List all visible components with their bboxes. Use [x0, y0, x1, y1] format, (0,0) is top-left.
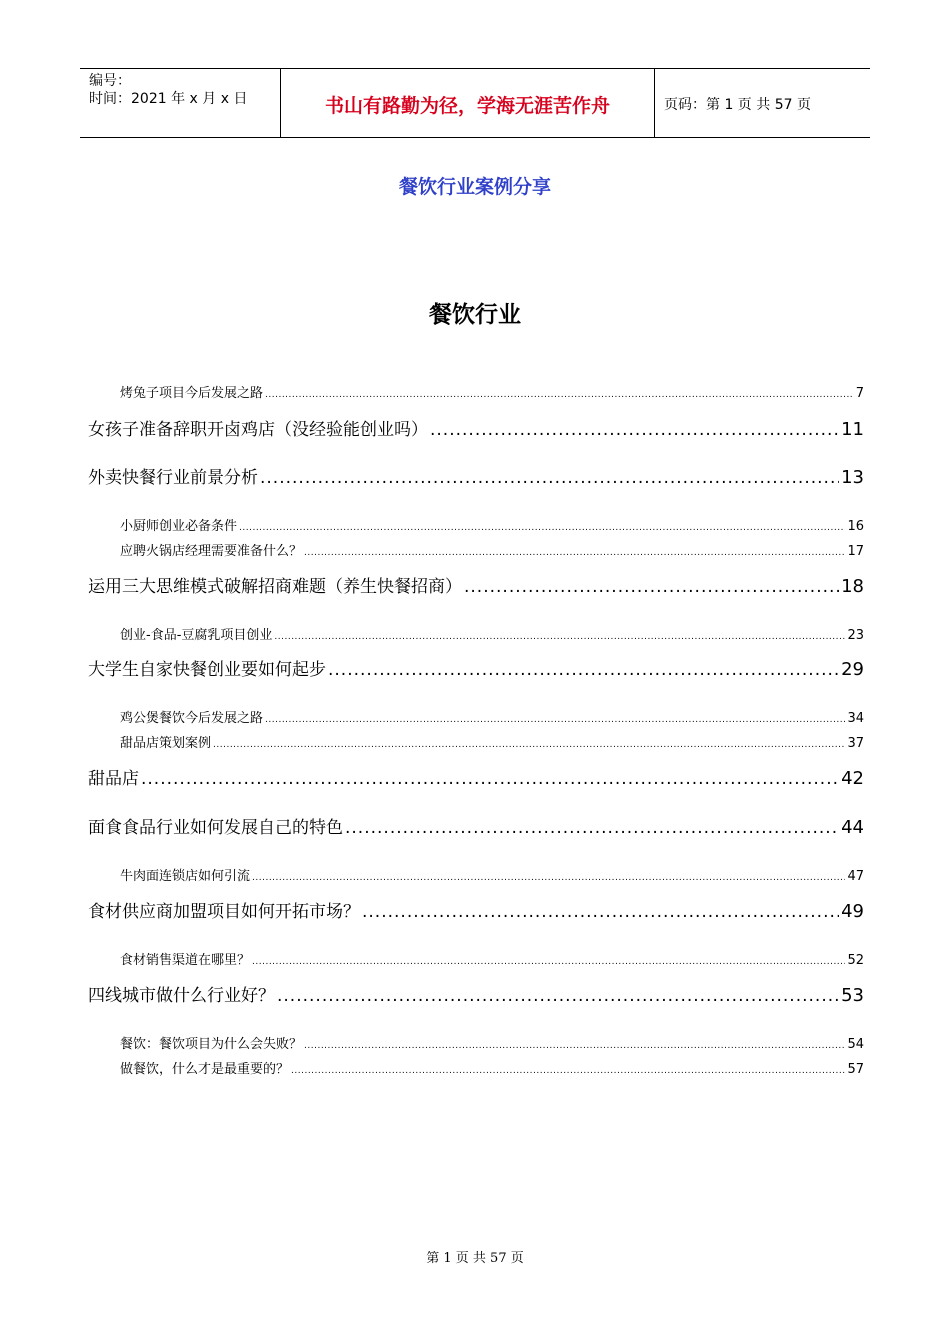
toc-entry-text: 食材销售渠道在哪里？	[120, 953, 251, 968]
toc-leader-dots	[274, 628, 845, 646]
toc-entry[interactable]	[120, 1036, 864, 1055]
toc-entry-page: 37	[847, 736, 864, 751]
header-meta-cell	[80, 69, 281, 137]
toc-leader-dots	[239, 519, 845, 537]
toc-leader-dots	[291, 1062, 845, 1080]
toc-entry[interactable]	[88, 466, 864, 490]
toc-entry-text: 甜品店	[88, 769, 139, 789]
toc-leader-dots	[260, 466, 839, 490]
toc-entry-text: 餐饮：餐饮项目为什么会失败？	[120, 1037, 303, 1052]
toc-entry-page: 18	[841, 576, 864, 597]
toc-leader-dots	[304, 1037, 845, 1055]
toc-entry-text: 小厨师创业必备条件	[120, 519, 238, 534]
toc-title: 餐饮行业	[429, 302, 521, 328]
document-title: 餐饮行业案例分享	[398, 176, 551, 198]
toc-entry[interactable]	[120, 518, 864, 537]
toc-entry[interactable]	[88, 575, 864, 599]
toc-entry-text: 面食食品行业如何发展自己的特色	[88, 818, 343, 838]
toc-entry[interactable]	[88, 900, 864, 924]
toc-entry-page: 42	[841, 768, 864, 789]
toc-entry-page: 49	[841, 901, 864, 922]
toc-entry-page: 13	[841, 467, 864, 488]
toc-entry-page: 29	[841, 659, 864, 680]
toc-leader-dots	[141, 767, 839, 791]
toc-entry-text: 牛肉面连锁店如何引流	[120, 869, 251, 884]
toc-entry-page: 57	[847, 1062, 864, 1077]
toc-leader-dots	[464, 575, 839, 599]
toc-entry-text: 运用三大思维模式破解招商难题（养生快餐招商）	[88, 577, 462, 597]
toc-entry-text: 四线城市做什么行业好？	[88, 986, 275, 1006]
toc-leader-dots	[265, 386, 854, 404]
toc-leader-dots	[328, 658, 839, 682]
toc-entry[interactable]	[120, 385, 864, 404]
header-table	[80, 68, 870, 138]
page-footer: 第 1 页 共 57 页	[426, 1251, 524, 1266]
toc-entry-page: 44	[841, 817, 864, 838]
toc-entry[interactable]	[120, 627, 864, 646]
toc-entry-page: 16	[847, 519, 864, 534]
toc-entry-text: 大学生自家快餐创业要如何起步	[88, 660, 326, 680]
toc-entry-text: 创业-食品-豆腐乳项目创业	[120, 628, 273, 643]
toc-entry[interactable]	[120, 868, 864, 887]
toc-entry-page: 53	[841, 985, 864, 1006]
toc-entry-text: 鸡公煲餐饮今后发展之路	[120, 711, 264, 726]
toc-entry-page: 23	[847, 628, 864, 643]
toc-entry[interactable]	[88, 658, 864, 682]
toc-entry-text: 做餐饮，什么才是最重要的？	[120, 1062, 290, 1077]
toc-entry[interactable]	[88, 418, 864, 442]
toc-entry-text: 女孩子准备辞职开卤鸡店（没经验能创业吗）	[88, 420, 428, 440]
toc-entry[interactable]	[120, 1061, 864, 1080]
toc-entry-page: 17	[847, 544, 864, 559]
header-page-info: 页码：第 1 页 共 57 页	[664, 97, 811, 113]
toc-entry-text: 烤兔子项目今后发展之路	[120, 386, 264, 401]
toc-entry[interactable]	[88, 767, 864, 791]
toc-leader-dots	[430, 418, 839, 442]
toc-entry-page: 54	[847, 1037, 864, 1052]
toc-entry-page: 47	[847, 869, 864, 884]
toc-entry-text: 食材供应商加盟项目如何开拓市场？	[88, 902, 360, 922]
toc-leader-dots	[252, 953, 845, 971]
toc-entry-page: 52	[847, 953, 864, 968]
header-motto: 书山有路勤为径，学海无涯苦作舟	[281, 69, 655, 137]
toc-entry-page: 7	[855, 386, 864, 401]
document-time-label: 时间：2021 年 x 月 x 日	[89, 91, 248, 107]
toc-entry[interactable]	[120, 735, 864, 754]
document-number-label: 编号：	[89, 73, 131, 89]
toc-leader-dots	[252, 869, 845, 887]
toc-entry-text: 甜品店策划案例	[120, 736, 212, 751]
toc-entry[interactable]	[120, 543, 864, 562]
toc-entry[interactable]	[88, 984, 864, 1008]
toc-leader-dots	[277, 984, 839, 1008]
toc-entry-text: 应聘火锅店经理需要准备什么？	[120, 544, 303, 559]
toc-entry[interactable]	[120, 952, 864, 971]
toc-leader-dots	[345, 816, 839, 840]
toc-entry[interactable]	[88, 816, 864, 840]
toc-entry-page: 34	[847, 711, 864, 726]
toc-entry-page: 11	[841, 419, 864, 440]
toc-entry[interactable]	[120, 710, 864, 729]
toc-leader-dots	[213, 736, 845, 754]
toc-entry-text: 外卖快餐行业前景分析	[88, 468, 258, 488]
toc-leader-dots	[362, 900, 839, 924]
toc-leader-dots	[265, 711, 845, 729]
toc-leader-dots	[304, 544, 845, 562]
